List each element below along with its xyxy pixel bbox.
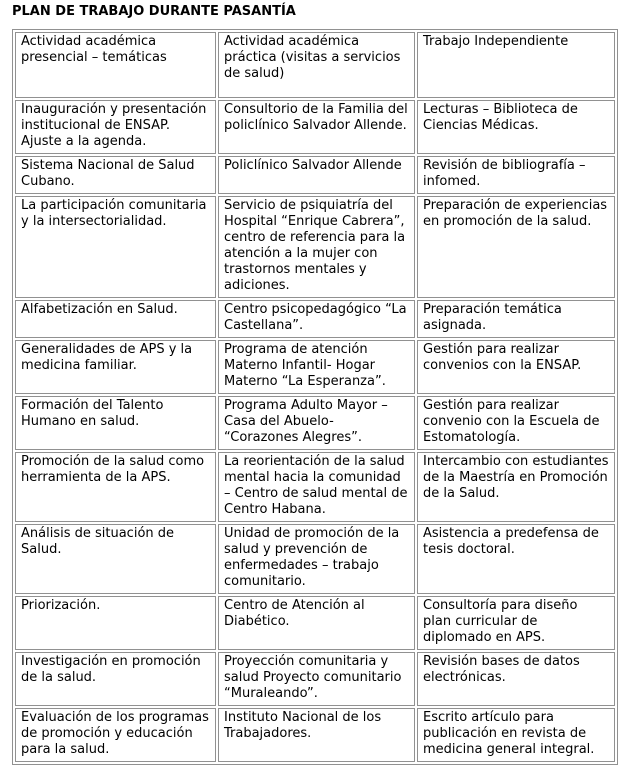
table-cell: Promoción de la salud como herramienta de la APS. xyxy=(15,452,216,522)
table-cell: Preparación temática asignada. xyxy=(417,300,615,338)
table-cell: Escrito artículo para publicación en revista de medicina general integral. xyxy=(417,708,615,762)
table-cell: Instituto Nacional de los Trabajadores. xyxy=(218,708,415,762)
table-row xyxy=(15,300,615,338)
page-title: PLAN DE TRABAJO DURANTE PASANTÍA xyxy=(12,4,296,19)
header-cell-independiente: Trabajo Independiente xyxy=(417,32,615,98)
table-row xyxy=(15,196,615,298)
table-cell: Unidad de promoción de la salud y prevención de enfermedades – trabajo comunitario. xyxy=(218,524,415,594)
table-cell: Programa de atención Materno Infantil- Hogar Materno “La Esperanza”. xyxy=(218,340,415,394)
table-cell: Priorización. xyxy=(15,596,216,650)
table-cell: Asistencia a predefensa de tesis doctoral. xyxy=(417,524,615,594)
table-cell: Servicio de psiquiatría del Hospital “Enrique Cabrera”, centro de referencia para la atención a la mujer con trastornos mentales y adiciones. xyxy=(218,196,415,298)
table-cell: Gestión para realizar convenio con la Escuela de Estomatología. xyxy=(417,396,615,450)
table-cell: Alfabetización en Salud. xyxy=(15,300,216,338)
table-cell: Centro psicopedagógico “La Castellana”. xyxy=(218,300,415,338)
table-cell: Inauguración y presentación institucional de ENSAP. Ajuste a la agenda. xyxy=(15,100,216,154)
header-cell-practica: Actividad académica práctica (visitas a servicios de salud) xyxy=(218,32,415,98)
table-cell: Preparación de experiencias en promoción de la salud. xyxy=(417,196,615,298)
table-cell: Gestión para realizar convenios con la ENSAP. xyxy=(417,340,615,394)
table-row xyxy=(15,396,615,450)
table-cell: Análisis de situación de Salud. xyxy=(15,524,216,594)
table-cell: Policlínico Salvador Allende xyxy=(218,156,415,194)
table-row xyxy=(15,100,615,154)
table-cell: Generalidades de APS y la medicina familiar. xyxy=(15,340,216,394)
table-row xyxy=(15,652,615,706)
table-cell: Programa Adulto Mayor – Casa del Abuelo- “Corazones Alegres”. xyxy=(218,396,415,450)
header-cell-presencial: Actividad académica presencial – temáticas xyxy=(15,32,216,98)
table-row xyxy=(15,596,615,650)
table-cell: Consultorio de la Familia del policlínico Salvador Allende. xyxy=(218,100,415,154)
table-cell: Intercambio con estudiantes de la Maestría en Promoción de la Salud. xyxy=(417,452,615,522)
table-row xyxy=(15,524,615,594)
table-cell: Investigación en promoción de la salud. xyxy=(15,652,216,706)
work-plan-table xyxy=(12,29,618,765)
table-cell: La participación comunitaria y la intersectorialidad. xyxy=(15,196,216,298)
table-cell: Consultoría para diseño plan curricular de diplomado en APS. xyxy=(417,596,615,650)
table-cell: Lecturas – Biblioteca de Ciencias Médicas. xyxy=(417,100,615,154)
table-cell: Formación del Talento Humano en salud. xyxy=(15,396,216,450)
table-cell: Proyección comunitaria y salud Proyecto comunitario “Muraleando”. xyxy=(218,652,415,706)
table-cell: Centro de Atención al Diabético. xyxy=(218,596,415,650)
table-cell: Revisión bases de datos electrónicas. xyxy=(417,652,615,706)
table-row xyxy=(15,708,615,762)
table-cell: Revisión de bibliografía – infomed. xyxy=(417,156,615,194)
table-cell: Evaluación de los programas de promoción y educación para la salud. xyxy=(15,708,216,762)
table-header-row xyxy=(15,32,615,98)
table-row xyxy=(15,156,615,194)
table-row xyxy=(15,340,615,394)
table-cell: Sistema Nacional de Salud Cubano. xyxy=(15,156,216,194)
table-cell: La reorientación de la salud mental hacia la comunidad – Centro de salud mental de Centro Habana. xyxy=(218,452,415,522)
table-row xyxy=(15,452,615,522)
